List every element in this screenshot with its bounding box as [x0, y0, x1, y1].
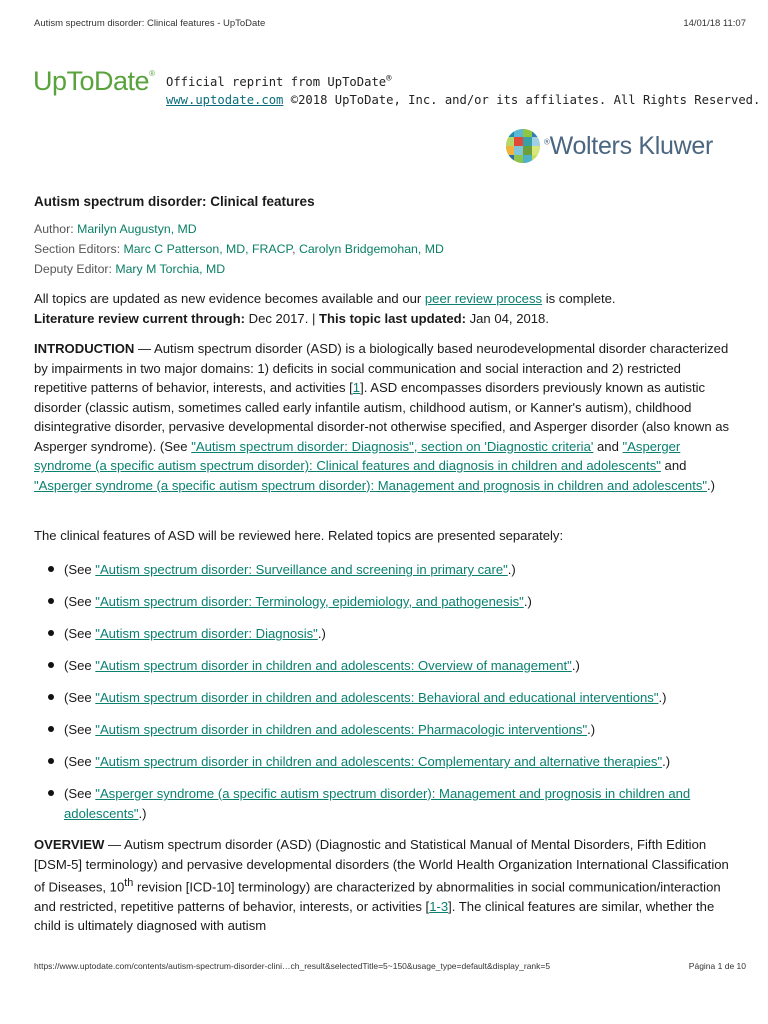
- section-editor-link-2[interactable]: Carolyn Bridgemohan, MD: [298, 242, 444, 256]
- list-item: (See "Autism spectrum disorder: Diagnosis".): [48, 624, 738, 644]
- print-header-title: Autism spectrum disorder: Clinical features - UpToDate: [34, 18, 266, 29]
- intro-text-2: ]. ASD encompasses disorders previously known as autistic disorder (classic autism, sometimes called early infantile autism, childhood autism, or Kanner's autism), childhood disintegrative disorder, pervasive developmental disorder-not otherwise specified, and Asperger disorder (also known as Asperger syndrome). (See: [34, 380, 730, 454]
- logo-text: UpToDate: [33, 66, 150, 96]
- deputy-editor-link[interactable]: Mary M Torchia, MD: [115, 262, 226, 276]
- intro-heading: INTRODUCTION: [34, 341, 135, 356]
- introduction-section: [34, 339, 734, 495]
- related-topics-list: [48, 560, 738, 836]
- list-item: (See "Autism spectrum disorder in children and adolescents: Pharmacologic interventions".): [48, 720, 738, 740]
- section-editors-sep: ,: [292, 242, 299, 256]
- wolters-kluwer-name: [544, 132, 713, 161]
- section-editors-line: [34, 242, 444, 256]
- related-topic-link[interactable]: "Autism spectrum disorder in children and adolescents: Complementary and alternative therapies": [95, 754, 663, 769]
- last-updated-label: This topic last updated:: [319, 310, 466, 326]
- print-footer: [34, 961, 746, 971]
- print-header: [34, 18, 746, 29]
- intro-ref-link[interactable]: 1: [352, 380, 361, 395]
- author-link[interactable]: Marilyn Augustyn, MD: [77, 222, 197, 236]
- wolters-kluwer-mark-icon: [505, 128, 541, 164]
- print-header-datetime: 14/01/18 11:07: [683, 18, 746, 29]
- intro-and-2: and: [660, 458, 687, 473]
- peer-review-link[interactable]: peer review process: [424, 291, 543, 306]
- update-pre: All topics are updated as new evidence becomes available and our: [34, 291, 425, 306]
- intro-text-1: — Autism spectrum disorder (ASD) is a biologically based neurodevelopmental disorder characterized by impairments in two major domains: 1) deficits in social communication and social interaction and 2) restricted repetitive patterns of behavior, interests, and activities [: [34, 341, 729, 395]
- list-item: (See "Autism spectrum disorder: Terminology, epidemiology, and pathogenesis".): [48, 592, 738, 612]
- overview-section: [34, 835, 734, 936]
- logo-reg: ®: [149, 69, 155, 78]
- related-topic-link[interactable]: "Autism spectrum disorder in children and adolescents: Overview of management": [95, 658, 572, 673]
- overview-text-1: — Autism spectrum disorder (ASD) (Diagnostic and Statistical Manual of Mental Disorders, Fifth Edition [DSM-5] terminology) and pervasive developmental disorders (the World Health Organization International Classification of Diseases, 10: [34, 837, 729, 895]
- overview-heading: OVERVIEW: [34, 837, 105, 852]
- last-updated-value: Jan 04, 2018.: [465, 310, 549, 326]
- related-intro: The clinical features of ASD will be reviewed here. Related topics are presented separately:: [34, 528, 564, 543]
- related-topic-link[interactable]: "Autism spectrum disorder: Surveillance and screening in primary care": [95, 562, 508, 577]
- reprint-notice: [166, 70, 760, 109]
- reprint-line1: Official reprint from UpToDate: [166, 75, 387, 90]
- reprint-reg: ®: [386, 74, 392, 84]
- deputy-editor-label: Deputy Editor:: [34, 262, 112, 276]
- author-label: Author:: [34, 222, 74, 236]
- intro-and-1: and: [593, 438, 623, 454]
- list-item: (See "Autism spectrum disorder: Surveillance and screening in primary care".): [48, 560, 738, 580]
- list-item: (See "Asperger syndrome (a specific autism spectrum disorder): Management and prognosis in children and adolescents".): [48, 784, 738, 823]
- uptodate-logo[interactable]: [33, 66, 154, 97]
- section-editors-label: Section Editors:: [34, 242, 121, 256]
- list-item: (See "Autism spectrum disorder in children and adolescents: Complementary and alternative therapies".): [48, 752, 738, 772]
- wk-name-text: Wolters Kluwer: [549, 131, 714, 160]
- reprint-rights: ©2018 UpToDate, Inc. and/or its affiliates. All Rights Reserved.: [283, 93, 761, 108]
- print-footer-page: Página 1 de 10: [688, 961, 746, 971]
- section-editor-link-1[interactable]: Marc C Patterson, MD, FRACP: [123, 242, 293, 256]
- overview-text-3: ]. The clinical features are similar, whether the child is ultimately diagnosed with autism: [34, 898, 715, 934]
- uptodate-url-link[interactable]: www.uptodate.com: [166, 93, 284, 108]
- related-topic-link[interactable]: "Asperger syndrome (a specific autism spectrum disorder): Management and prognosis in children and adolescents": [64, 786, 691, 821]
- author-line: [34, 222, 197, 236]
- intro-link-asperger-clinical[interactable]: "Asperger syndrome (a specific autism spectrum disorder): Clinical features and diagnosis in children and adolescents": [34, 438, 681, 473]
- lit-review-label: Literature review current through:: [34, 310, 245, 326]
- update-post: is complete.: [542, 291, 616, 306]
- related-topic-link[interactable]: "Autism spectrum disorder in children and adolescents: Pharmacologic interventions": [95, 722, 588, 737]
- list-item: (See "Autism spectrum disorder in children and adolescents: Behavioral and educational interventions".): [48, 688, 738, 708]
- intro-link-asperger-management[interactable]: "Asperger syndrome (a specific autism spectrum disorder): Management and prognosis in children and adolescents": [34, 477, 708, 493]
- related-topic-link[interactable]: "Autism spectrum disorder: Terminology, epidemiology, and pathogenesis": [95, 594, 524, 609]
- update-notice: [34, 289, 734, 328]
- overview-text-2: revision [ICD-10] terminology) are characterized by abnormalities in social communication/interaction and restricted, repetitive patterns of behavior, interests, or activities [: [34, 879, 721, 914]
- wolters-kluwer-logo: [505, 128, 713, 164]
- wk-reg: ®: [544, 137, 550, 147]
- article-title: Autism spectrum disorder: Clinical features: [34, 194, 315, 209]
- lit-review-value: Dec 2017. |: [245, 310, 320, 326]
- intro-link-diagnosis[interactable]: "Autism spectrum disorder: Diagnosis", section on 'Diagnostic criteria': [191, 438, 594, 454]
- related-topic-link[interactable]: "Autism spectrum disorder: Diagnosis": [95, 626, 318, 641]
- intro-end: .): [707, 477, 716, 493]
- print-footer-url: https://www.uptodate.com/contents/autism-spectrum-disorder-clini…ch_result&selectedTitle=5~150&usage_type=default&display_rank=5: [34, 961, 551, 971]
- deputy-editor-line: [34, 262, 225, 276]
- list-item: (See "Autism spectrum disorder in children and adolescents: Overview of management".): [48, 656, 738, 676]
- overview-sup: th: [124, 877, 134, 889]
- overview-ref-link[interactable]: 1-3: [429, 898, 449, 914]
- related-topic-link[interactable]: "Autism spectrum disorder in children and adolescents: Behavioral and educational interventions": [95, 690, 659, 705]
